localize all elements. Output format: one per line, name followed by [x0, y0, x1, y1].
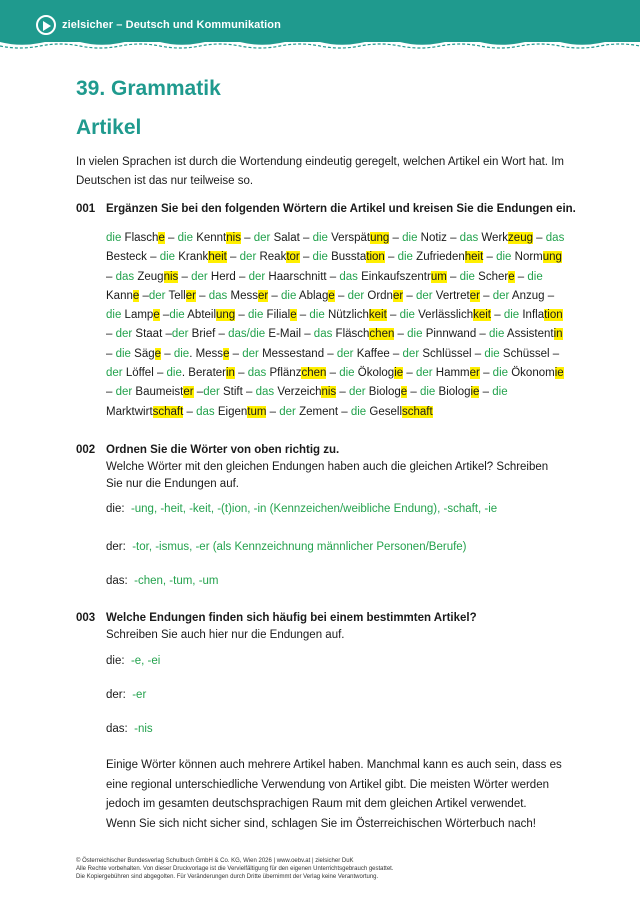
exercise-task: Welche Endungen finden sich häufig bei einem bestimmten Artikel?: [106, 612, 477, 624]
article-answer: das: [208, 289, 228, 302]
article-answer: der: [115, 386, 133, 399]
word-text: Filial: [263, 309, 291, 322]
exercise-instruction: Schreiben Sie auch hier nur die Endungen auf.: [106, 629, 345, 641]
article-answer: die: [115, 347, 131, 360]
word-text: Tell: [165, 289, 186, 302]
word-text: . Mess: [189, 347, 224, 360]
highlighted-ending: keit: [473, 309, 492, 322]
answer-row: [106, 575, 219, 587]
highlighted-ending: ie: [470, 386, 480, 399]
word-text: Hamm: [432, 367, 470, 380]
article-answer: das: [339, 270, 358, 283]
closing-paragraph: Einige Wörter können auch mehrere Artikel haben. Manchmal kann es auch sein, dass es eine regional unterschiedliche Verwendung von Artikel gibt. Die meisten Wörter werden jedoch im gesamten deutschsprachigen Raum mit dem gleichen Artikel verwendet.: [106, 759, 562, 810]
highlighted-ending: nis: [226, 232, 241, 244]
article-answer: der: [492, 289, 510, 302]
word-text: Lamp: [121, 309, 154, 322]
highlighted-ending: e: [290, 309, 297, 322]
highlighted-ending: chen: [301, 367, 327, 380]
word-text: Salat –: [270, 232, 313, 244]
highlighted-ending: nis: [163, 270, 179, 283]
word-text: Biolog: [435, 386, 471, 399]
article-answer: das: [255, 386, 275, 399]
highlighted-ending: in: [226, 367, 235, 380]
word-text: –: [240, 232, 254, 244]
word-text: –: [161, 347, 174, 360]
article-answer: die: [402, 232, 418, 244]
article-answer: die: [496, 251, 512, 264]
closing-note: [106, 756, 576, 834]
word-text: Gesell: [366, 405, 402, 418]
word-text: –: [159, 309, 170, 322]
word-text: –: [386, 309, 400, 322]
word-text: –: [195, 289, 209, 302]
word-list: [106, 229, 568, 422]
article-answer: der: [279, 405, 296, 418]
highlighted-ending: e: [400, 386, 408, 399]
word-text: Kann: [106, 289, 133, 302]
word-text: –: [106, 270, 116, 283]
article-answer: der: [239, 251, 257, 264]
article-answer: die: [419, 386, 436, 399]
word-text: –: [268, 289, 282, 302]
article-answer: die: [106, 309, 122, 322]
highlighted-ending: er: [185, 289, 196, 302]
intro-text: In vielen Sprachen ist durch die Wortendung eindeutig geregelt, welchen Artikel ein Wort hat. Im Deutschen ist das nur teilweise so.: [76, 156, 564, 187]
word-text: E-Mail –: [265, 328, 314, 341]
word-text: Verzeich: [274, 386, 322, 399]
answer-value: -e, -ei: [130, 655, 161, 667]
answer-row: [106, 689, 146, 701]
highlighted-ending: zeug: [508, 232, 533, 244]
article-answer: das: [313, 328, 333, 341]
word-text: –: [483, 251, 497, 264]
word-text: –: [106, 386, 116, 399]
word-text: –: [183, 405, 197, 418]
word-text: –: [491, 309, 504, 322]
highlighted-ending: e: [328, 289, 335, 302]
word-text: Ordn: [364, 289, 393, 302]
word-text: Haarschnitt –: [265, 270, 340, 283]
word-text: Kennt: [193, 232, 227, 244]
article-answer: der: [348, 386, 366, 399]
article-answer: das: [459, 232, 479, 244]
footer-line: Alle Rechte vorbehalten. Von dieser Druckvorlage ist die Vervielfältigung für den eigenen Unterrichtsgebrauch gestattet.: [76, 866, 394, 872]
highlighted-ending: tion: [544, 309, 563, 322]
word-text: Pflänz: [266, 367, 302, 380]
word-text: –: [532, 232, 546, 244]
header-wave-decoration: [0, 36, 640, 50]
word-text: Löffel –: [122, 367, 167, 380]
exercise-instruction: Welche Wörter mit den gleichen Endungen haben auch die gleichen Artikel? Schreiben: [106, 461, 549, 473]
highlighted-ending: ung: [542, 251, 562, 264]
article-answer: die: [399, 309, 415, 322]
article-answer: das: [247, 367, 267, 380]
article-answer: die: [489, 328, 505, 341]
exercise-instruction: Sie nur die Endungen auf.: [106, 478, 239, 490]
word-text: Pinnwand –: [422, 328, 490, 341]
article-answer: die: [169, 309, 185, 322]
article-answer: die: [484, 347, 500, 360]
word-text: Verlässlich: [414, 309, 474, 322]
word-text: Norm: [511, 251, 543, 264]
word-text: –: [226, 251, 240, 264]
word-text: Nützlich: [324, 309, 369, 322]
highlighted-ending: heit: [208, 251, 227, 264]
word-text: Reak: [256, 251, 287, 264]
word-text: Kaffee –: [353, 347, 403, 360]
word-text: Brief –: [188, 328, 229, 341]
play-logo-icon: [36, 15, 56, 35]
article-answer: der: [253, 232, 271, 244]
article-answer: die: [492, 367, 509, 380]
highlighted-ending: nis: [321, 386, 337, 399]
article-answer: die: [407, 328, 423, 341]
highlighted-ending: ie: [554, 367, 564, 380]
word-text: Bussta: [327, 251, 367, 264]
article-answer: die: [339, 367, 355, 380]
highlighted-ending: er: [469, 289, 480, 302]
word-text: –: [446, 270, 460, 283]
word-text: –: [394, 328, 408, 341]
article-answer: der: [248, 270, 266, 283]
word-text: Zeug: [134, 270, 164, 283]
highlighted-ending: um: [430, 270, 447, 283]
word-text: Einkaufszentr: [357, 270, 431, 283]
word-text: –: [193, 386, 204, 399]
article-answer: der: [171, 328, 189, 341]
word-text: –: [389, 232, 403, 244]
word-text: Zement –: [295, 405, 351, 418]
word-text: Notiz –: [417, 232, 460, 244]
article-answer: das: [115, 270, 135, 283]
word-text: –: [326, 367, 340, 380]
answer-label: das:: [106, 575, 128, 587]
word-text: Infla: [519, 309, 545, 322]
word-text: –: [164, 232, 178, 244]
word-text: Scher: [474, 270, 509, 283]
article-answer: der: [347, 289, 365, 302]
answer-label: die:: [106, 655, 125, 667]
highlighted-ending: e: [158, 232, 165, 244]
article-answer: das: [545, 232, 565, 244]
word-text: Flasch: [121, 232, 159, 244]
article-answer: der: [191, 270, 208, 283]
word-text: Ökolog: [354, 367, 395, 380]
answer-value: -ung, -heit, -keit, -(t)ion, -in (Kennzeichen/weibliche Endung), -schaft, -ie: [130, 503, 498, 515]
word-text: –: [514, 270, 528, 283]
word-text: –: [479, 289, 493, 302]
word-text: –: [299, 251, 313, 264]
article-answer: die: [248, 309, 264, 322]
article-answer: das/die: [228, 328, 266, 341]
article-answer: die: [281, 289, 297, 302]
highlighted-ending: e: [153, 309, 160, 322]
article-answer: die: [309, 309, 325, 322]
article-answer: der: [242, 347, 259, 360]
highlighted-ending: er: [469, 367, 480, 380]
article-answer: die: [106, 232, 122, 244]
article-answer: der: [402, 347, 420, 360]
highlighted-ending: schaft: [152, 405, 184, 418]
word-text: –: [407, 386, 420, 399]
exercise-task: Ordnen Sie die Wörter von oben richtig zu.: [106, 444, 340, 456]
highlighted-ending: ie: [394, 367, 404, 380]
word-text: Krank: [175, 251, 209, 264]
highlighted-ending: tion: [366, 251, 385, 264]
exercise-number: 002: [76, 444, 96, 456]
word-text: Baumeist: [132, 386, 184, 399]
exercise-number: 003: [76, 612, 96, 624]
word-text: Biolog: [365, 386, 401, 399]
article-answer: die: [350, 405, 367, 418]
word-text: –: [336, 386, 349, 399]
word-text: –: [106, 347, 116, 360]
highlighted-ending: er: [183, 386, 194, 399]
article-answer: die: [312, 232, 328, 244]
highlighted-ending: tum: [247, 405, 267, 418]
article-answer: die: [166, 367, 182, 380]
word-text: Säg: [130, 347, 155, 360]
word-text: Assistent: [504, 328, 554, 341]
highlighted-ending: ung: [216, 309, 236, 322]
footer-line: © Österreichischer Bundesverlag Schulbuch GmbH & Co. KG, Wien 2026 | www.oebv.at | zielsicher DuK: [76, 858, 354, 864]
word-text: –: [479, 367, 493, 380]
closing-paragraph: Wenn Sie sich nicht sicher sind, schlagen Sie im Österreichischen Wörterbuch nach!: [106, 817, 536, 830]
article-answer: die: [459, 270, 475, 283]
word-text: Werk: [478, 232, 509, 244]
word-text: Besteck –: [106, 251, 160, 264]
answer-value: -nis: [134, 723, 153, 735]
word-text: Ökonom: [508, 367, 555, 380]
word-text: –: [235, 309, 248, 322]
word-text: Ablag: [296, 289, 329, 302]
article-answer: die: [492, 386, 508, 399]
answer-row: [106, 655, 160, 667]
article-answer: der: [336, 347, 354, 360]
answer-value: -chen, -tum, -um: [134, 575, 219, 587]
article-answer: der: [203, 386, 220, 399]
answer-label: der:: [106, 541, 126, 553]
highlighted-ending: ung: [370, 232, 390, 244]
word-text: Eigen: [214, 405, 248, 418]
article-answer: die: [527, 270, 543, 283]
word-text: –: [403, 367, 416, 380]
highlighted-ending: chen: [369, 328, 395, 341]
answer-value: -er: [132, 689, 147, 701]
article-answer: der: [415, 289, 433, 302]
article-answer: der: [415, 367, 433, 380]
word-text: –: [334, 289, 348, 302]
answer-value: -tor, -ismus, -er (als Kennzeichnung männlicher Personen/Berufe): [132, 541, 467, 553]
page-title: 39. Grammatik: [76, 77, 221, 100]
word-text: Mess: [227, 289, 258, 302]
word-text: . Berater: [181, 367, 226, 380]
answer-label: das:: [106, 723, 128, 735]
word-text: –: [139, 289, 149, 302]
header-title: zielsicher – Deutsch und Kommunikation: [62, 19, 281, 31]
exercise-task: Ergänzen Sie bei den folgenden Wörtern die Artikel und kreisen Sie die Endungen ein.: [106, 203, 576, 215]
highlighted-ending: in: [553, 328, 563, 341]
word-text: Messestand –: [258, 347, 337, 360]
word-text: –: [234, 367, 248, 380]
word-text: –: [296, 309, 310, 322]
article-answer: der: [106, 367, 123, 380]
highlighted-ending: heit: [464, 251, 484, 264]
copyright-footer: [76, 857, 394, 881]
highlighted-ending: e: [154, 347, 162, 360]
answer-row: [106, 541, 467, 553]
word-text: Marktwirt: [106, 405, 153, 418]
word-text: Fläsch: [332, 328, 370, 341]
answer-row: [106, 723, 153, 735]
word-text: Abteil: [184, 309, 217, 322]
article-answer: die: [173, 347, 190, 360]
highlighted-ending: e: [223, 347, 230, 360]
highlighted-ending: e: [132, 289, 140, 302]
answer-row: [106, 503, 497, 515]
highlighted-ending: keit: [368, 309, 387, 322]
article-answer: das: [196, 405, 215, 418]
article-answer: die: [503, 309, 520, 322]
page-subtitle: Artikel: [76, 116, 142, 139]
article-answer: die: [397, 251, 413, 264]
article-answer: die: [159, 251, 176, 264]
word-text: Schlüssel –: [419, 347, 485, 360]
article-answer: der: [115, 328, 133, 341]
highlighted-ending: schaft: [402, 405, 433, 418]
article-answer: der: [148, 289, 166, 302]
word-text: Anzug –: [509, 289, 555, 302]
word-text: Stift –: [219, 386, 256, 399]
answer-label: die:: [106, 503, 125, 515]
word-text: –: [229, 347, 243, 360]
highlighted-ending: er: [257, 289, 269, 302]
word-text: Verspät: [327, 232, 371, 244]
article-answer: die: [177, 232, 193, 244]
word-text: –: [403, 289, 416, 302]
word-text: Schüssel –: [499, 347, 560, 360]
exercise-number: 001: [76, 203, 96, 215]
word-text: –: [106, 328, 116, 341]
word-text: –: [266, 405, 280, 418]
word-text: –: [479, 386, 493, 399]
footer-line: Die Kopiergebühren sind abgegolten. Für Veränderungen durch Dritte übernimmt der Verlag keine Verantwortung.: [76, 874, 379, 880]
highlighted-ending: e: [508, 270, 515, 283]
word-text: –: [384, 251, 398, 264]
word-text: Herd –: [207, 270, 249, 283]
word-text: Staat –: [132, 328, 172, 341]
article-answer: die: [312, 251, 328, 264]
word-text: –: [178, 270, 192, 283]
answer-label: der:: [106, 689, 126, 701]
word-text: Zufrieden: [412, 251, 465, 264]
highlighted-ending: er: [392, 289, 404, 302]
highlighted-ending: tor: [286, 251, 300, 264]
word-text: Vertret: [432, 289, 470, 302]
